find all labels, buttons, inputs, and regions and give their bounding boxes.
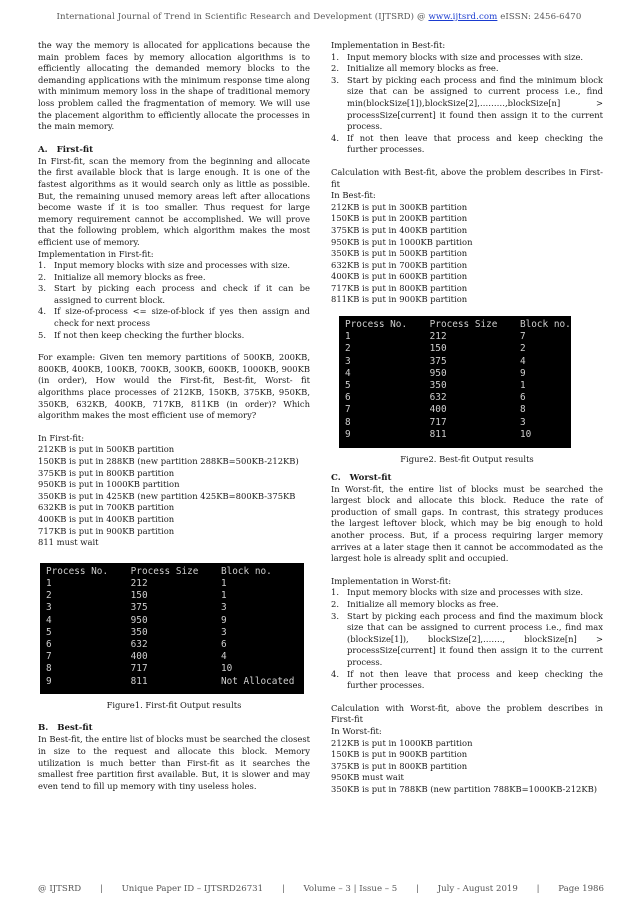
list-item: 2. Initialize all memory blocks as free. — [331, 599, 499, 609]
firstfit-impl-label: Implementation in First-fit: — [38, 248, 154, 259]
firstfit-heading: A. First-fit — [38, 144, 94, 155]
worstfit-calc: Calculation with Worst-fit, above the problem describes in First-fit — [331, 702, 603, 725]
list-item: 1. Input memory blocks with size and processes with size. — [38, 260, 291, 271]
firstfit-console-output: Process No. Process Size Block no. 1 212 1 2 150 1 3 375 3 4 950 9 5 350 3 6 632 6 7 400 4 8 717 10 9 811 Not Allocated — [40, 563, 304, 694]
result-line: 375KB is put in 400KB partition — [331, 224, 468, 235]
result-line: 150KB is put in 200KB partition — [331, 213, 468, 224]
result-line: 212KB is put in 500KB partition — [38, 444, 175, 455]
bestfit-console-output: Process No. Process Size Block no. 1 212 7 2 150 2 3 375 4 4 950 9 5 350 1 6 632 6 7 400 8 8 717 3 9 811 10 — [339, 316, 571, 448]
worstfit-impl-label: Implementation in Worst-fit: — [331, 575, 452, 586]
left-column — [38, 40, 310, 792]
figure1-caption: Figure1. First-fit Output results — [106, 699, 242, 710]
footer-sep-3: | — [416, 884, 419, 894]
result-line: 350KB is put in 788KB (new partition 788KB=1000KB-212KB) — [331, 783, 598, 794]
result-line: 375KB is put in 800KB partition — [331, 760, 468, 771]
result-line: 632KB is put in 700KB partition — [331, 259, 468, 270]
example-paragraph: For example: Given ten memory partitions of 500KB, 200KB, 800KB, 400KB, 100KB, 700KB, 300KB, 600KB, 1000KB, 900KB (in order), How would the First-fit, Best-fit, Worst- fit algorithms place processes of 212KB, 150KB, 375KB, 950KB, 350KB, 632KB, 400KB, 717KB, 811KB (in order)? Which algorithm makes the most efficient use of memory? — [38, 352, 310, 421]
list-item: 2. Initialize all memory blocks as free. — [38, 271, 206, 282]
bestfit-steps — [331, 52, 603, 156]
result-line: 400KB is put in 400KB partition — [38, 513, 175, 524]
footer-journal: @ IJTSRD — [38, 884, 82, 894]
list-item: 2. Initialize all memory blocks as free. — [331, 63, 499, 74]
result-line: 150KB is put in 900KB partition — [331, 749, 468, 760]
worstfit-heading: C. Worst-fit — [331, 472, 392, 483]
result-line: 212KB is put in 1000KB partition — [331, 737, 473, 748]
list-item: 4. If not then leave that process and keep checking the further processes. — [331, 668, 603, 691]
bestfit-results-label: In Best-fit: — [331, 190, 376, 201]
worstfit-results — [331, 738, 603, 796]
result-line: 632KB is put in 700KB partition — [38, 502, 175, 513]
list-item: 3. Start by picking each process and find the maximum block size that can be assigned to current process i.e., find max (blockSize[1]), blockSize[2],……., blockSize[n] > processSize[current] it found then assign it to the current process. — [331, 610, 603, 667]
footer-sep-1: | — [99, 884, 103, 894]
footer-volume: Volume – 3 | Issue – 5 — [303, 884, 398, 894]
page-footer — [38, 884, 604, 894]
list-item: 3. Start by picking each process and find the minimum block size that can be assigned to current process i.e., find min(blockSize[1]),blockSize[2],………,blockSize[n] > processSize[current] it found then assign it to the current process. — [331, 74, 603, 132]
header-prefix: International Journal of Trend in Scientific Research and Development (IJTSRD) @ — [56, 12, 429, 22]
result-line: 811 must wait — [38, 537, 99, 548]
footer-sep-2: | — [281, 884, 285, 894]
result-line: 717KB is put in 900KB partition — [38, 525, 175, 536]
right-column — [331, 40, 603, 796]
firstfit-paragraph: In First-fit, scan the memory from the beginning and allocate the first available block that is large enough. It is one of the fastest algorithms as it would search only as little as possible. But, the remaining unused memory areas left after allocations become waste if it is too smaller. Thus request for large memory requirement cannot be accomplished. We will prove that the following problem, which algorithm makes the most efficient use of memory. — [38, 155, 310, 247]
bestfit-impl-label: Implementation in Best-fit: — [331, 40, 446, 50]
result-line: 950KB must wait — [331, 772, 404, 783]
worstfit-results-label: In Worst-fit: — [331, 725, 382, 736]
footer-date: July - August 2019 — [437, 884, 518, 894]
result-line: 350KB is put in 500KB partition — [331, 248, 468, 259]
worstfit-steps — [331, 587, 603, 691]
firstfit-results-label: In First-fit: — [38, 432, 85, 443]
list-item: 1. Input memory blocks with size and processes with size. — [331, 587, 584, 598]
firstfit-steps — [38, 260, 310, 341]
bestfit-paragraph: In Best-fit, the entire list of blocks must be searched the closest in size to the request and allocate this block. Memory utilization is much better than First-fit as it searches the smallest free partition first available. But, it is slower and may even tend to fill up memory with tiny useless holes. — [38, 734, 310, 791]
footer-sep-4: | — [536, 884, 540, 894]
worstfit-paragraph: In Worst-fit, the entire list of blocks must be searched the largest block and allocate this block. Reduce the rate of production of small gaps. In contrast, this strategy produces the largest leftover block, which may be big enough to hold another process. But, if a process requiring larger memory arrives at a later stage then it cannot be accommodated as the largest hole is already split and occupied. — [331, 483, 603, 564]
bestfit-heading: B. Best-fit — [38, 723, 93, 734]
list-item: 1. Input memory blocks with size and processes with size. — [331, 51, 584, 62]
result-line: 717KB is put in 800KB partition — [331, 282, 468, 293]
bestfit-results — [331, 202, 603, 306]
result-line: 950KB is put in 1000KB partition — [331, 236, 473, 247]
result-line: 375KB is put in 800KB partition — [38, 467, 175, 478]
list-item: 5. If not then keep checking the further blocks. — [38, 329, 245, 340]
list-item: 4. If not then leave that process and keep checking the further processes. — [331, 132, 603, 155]
result-line: 400KB is put in 600KB partition — [331, 271, 468, 282]
result-line: 212KB is put in 300KB partition — [331, 201, 468, 212]
result-line: 150KB is put in 288KB (new partition 288KB=500KB-212KB) — [38, 456, 299, 466]
firstfit-results — [38, 444, 310, 548]
intro-paragraph: the way the memory is allocated for applications because the main problem faces by memory allocation algorithms is to efficiently allocating the demanded memory blocks to the demanding applications with the minimum response time along with minimum memory loss in the shape of traditional memory loss problem called the fragmentation of memory. We will use the placement algorithm to efficiently allocate the processes in the main memory. — [38, 40, 310, 132]
list-item: 3. Start by picking each process and check if it can be assigned to current block. — [38, 283, 310, 305]
footer-paper-id: Unique Paper ID – IJTSRD26731 — [121, 884, 264, 894]
bestfit-calc: Calculation with Best-fit, above the problem describes in First-fit — [331, 166, 603, 189]
list-item: 4. If size-of-process <= size-of-block if yes then assign and check for next process — [38, 306, 310, 329]
figure2-caption: Figure2. Best-fit Output results — [400, 454, 534, 465]
footer-page: Page 1986 — [558, 884, 604, 894]
result-line: 811KB is put in 900KB partition — [331, 294, 468, 305]
header-issn: eISSN: 2456-6470 — [497, 12, 582, 22]
journal-link[interactable]: www.ijtsrd.com — [428, 12, 498, 22]
result-line: 950KB is put in 1000KB partition — [38, 479, 180, 490]
page-header — [0, 12, 638, 22]
result-line: 350KB is put in 425KB (new partition 425KB=800KB-375KB — [38, 490, 296, 501]
